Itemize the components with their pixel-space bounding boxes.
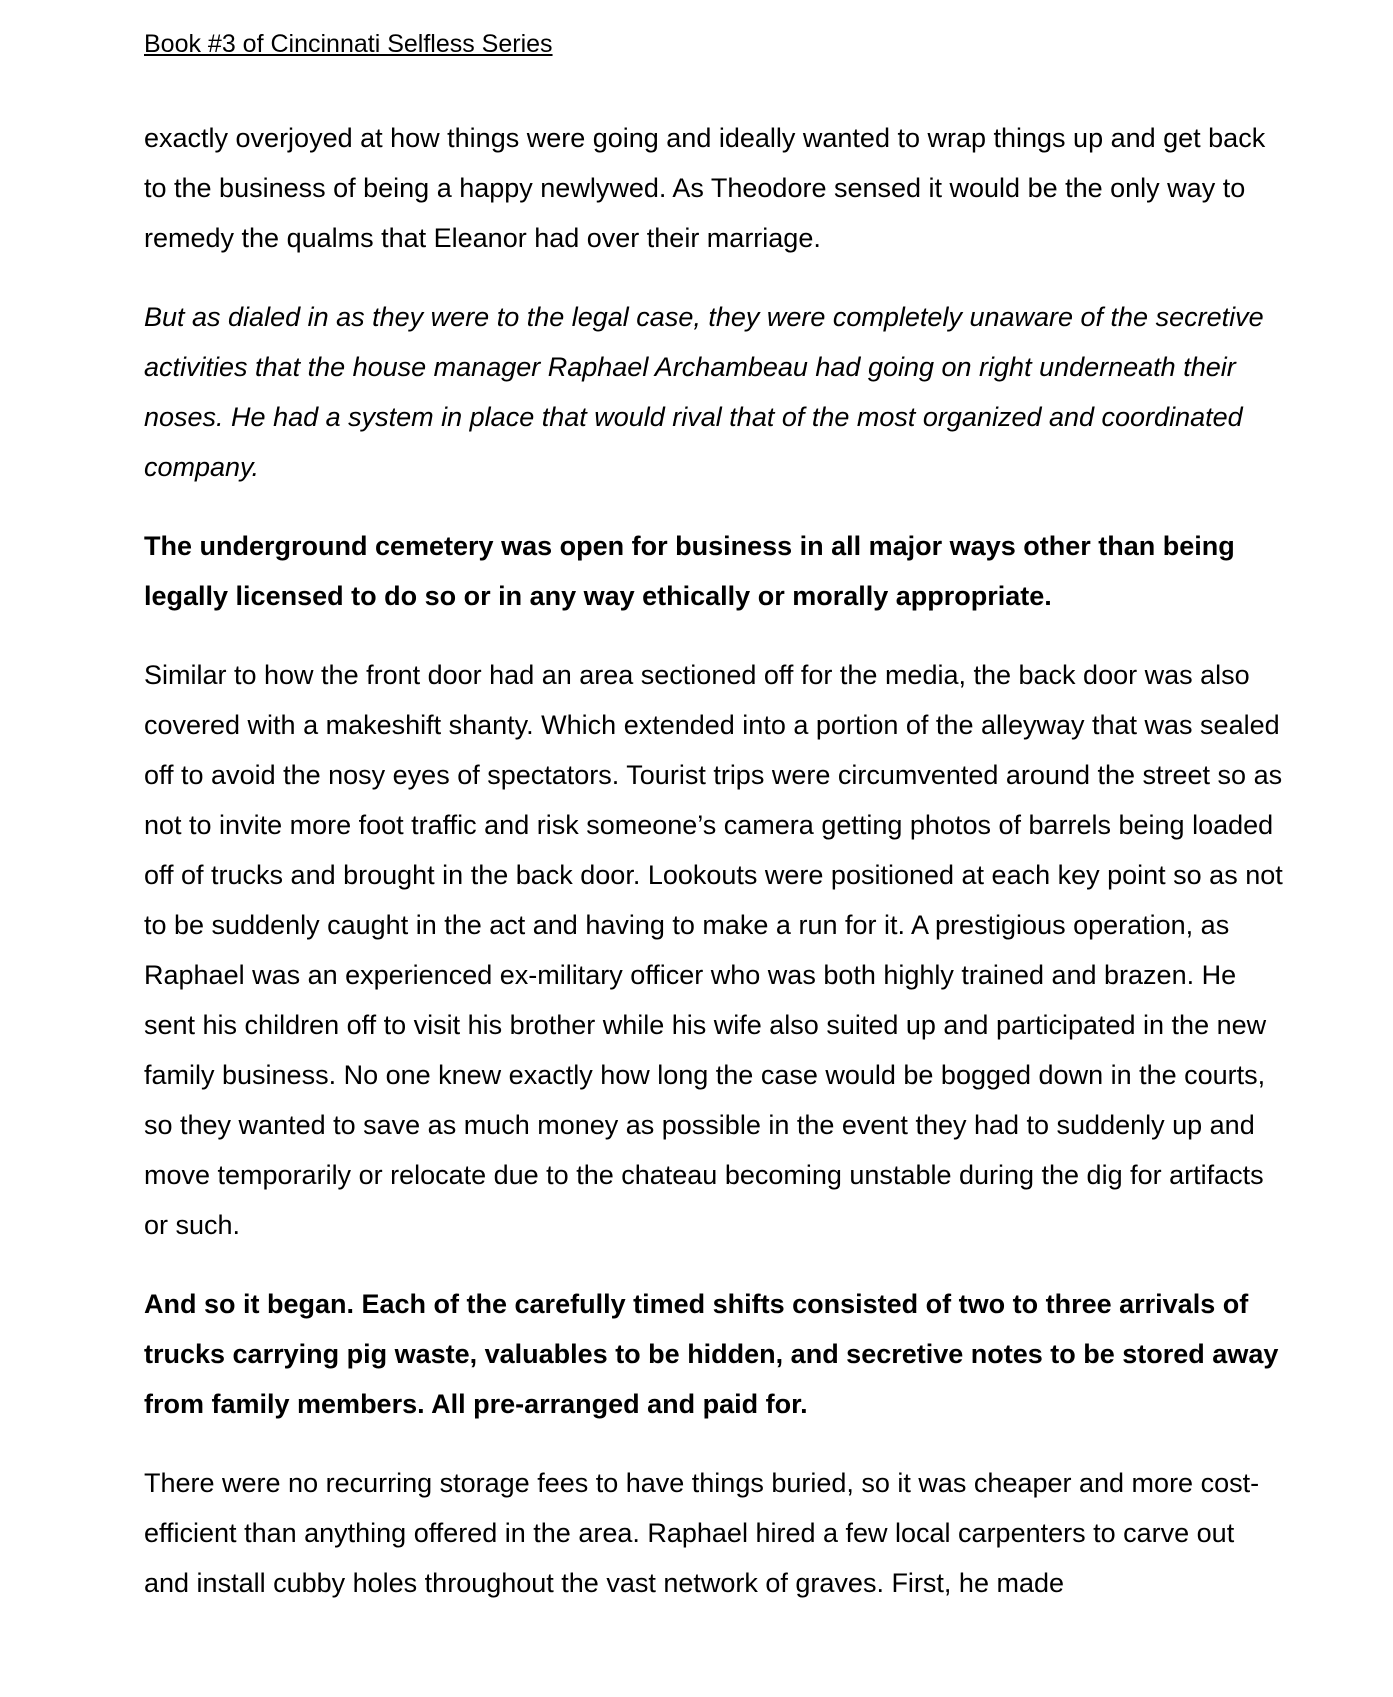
paragraph-2-italic: But as dialed in as they were to the legal case, they were completely unaware of the secretive activities that the house manager Raphael Archambeau had going on right underneath their noses. He had a system in place that would rival that of the most organized and coordinated company. [144, 302, 1264, 482]
paragraph-5-bold: And so it began. Each of the carefully timed shifts consisted of two to three arrivals of trucks carrying pig waste, valuables to be hidden, and secretive notes to be stored away from family members. All pre-arranged and paid for. [144, 1289, 1279, 1419]
paragraph-4: Similar to how the front door had an area sectioned off for the media, the back door was also covered with a makeshift shanty. Which extended into a portion of the alleyway that was sealed off to avoid the nosy eyes of spectators. Tourist trips were circumvented around the street so as not to invite more foot traffic and risk someone’s camera getting photos of barrels being loaded off of trucks and brought in the back door. Lookouts were positioned at each key point so as not to be suddenly caught in the act and having to make a run for it. A prestigious operation, as Raphael was an experienced ex-military officer who was both highly trained and brazen. He sent his children off to visit his brother while his wife also suited up and participated in the new family business. No one knew exactly how long the case would be bogged down in the courts, so they wanted to save as much money as possible in the event they had to suddenly up and move temporarily or relocate due to the chateau becoming unstable during the dig for artifacts or such. [144, 660, 1283, 1240]
paragraph-1: exactly overjoyed at how things were going and ideally wanted to wrap things up and get back to the business of being a happy newlywed. As Theodore sensed it would be the only way to remedy the qualms that Eleanor had over their marriage. [144, 123, 1266, 253]
running-header: Book #3 of Cincinnati Selfless Series [144, 30, 553, 58]
paragraph-6: There were no recurring storage fees to have things buried, so it was cheaper and more cost-efficient than anything offered in the area. Raphael hired a few local carpenters to carve out and install cubby holes throughout the vast network of graves. First, he made [144, 1468, 1260, 1598]
paragraph-3-bold: The underground cemetery was open for business in all major ways other than being legally licensed to do so or in any way ethically or morally appropriate. [144, 531, 1235, 611]
body-text [144, 113, 1284, 1637]
